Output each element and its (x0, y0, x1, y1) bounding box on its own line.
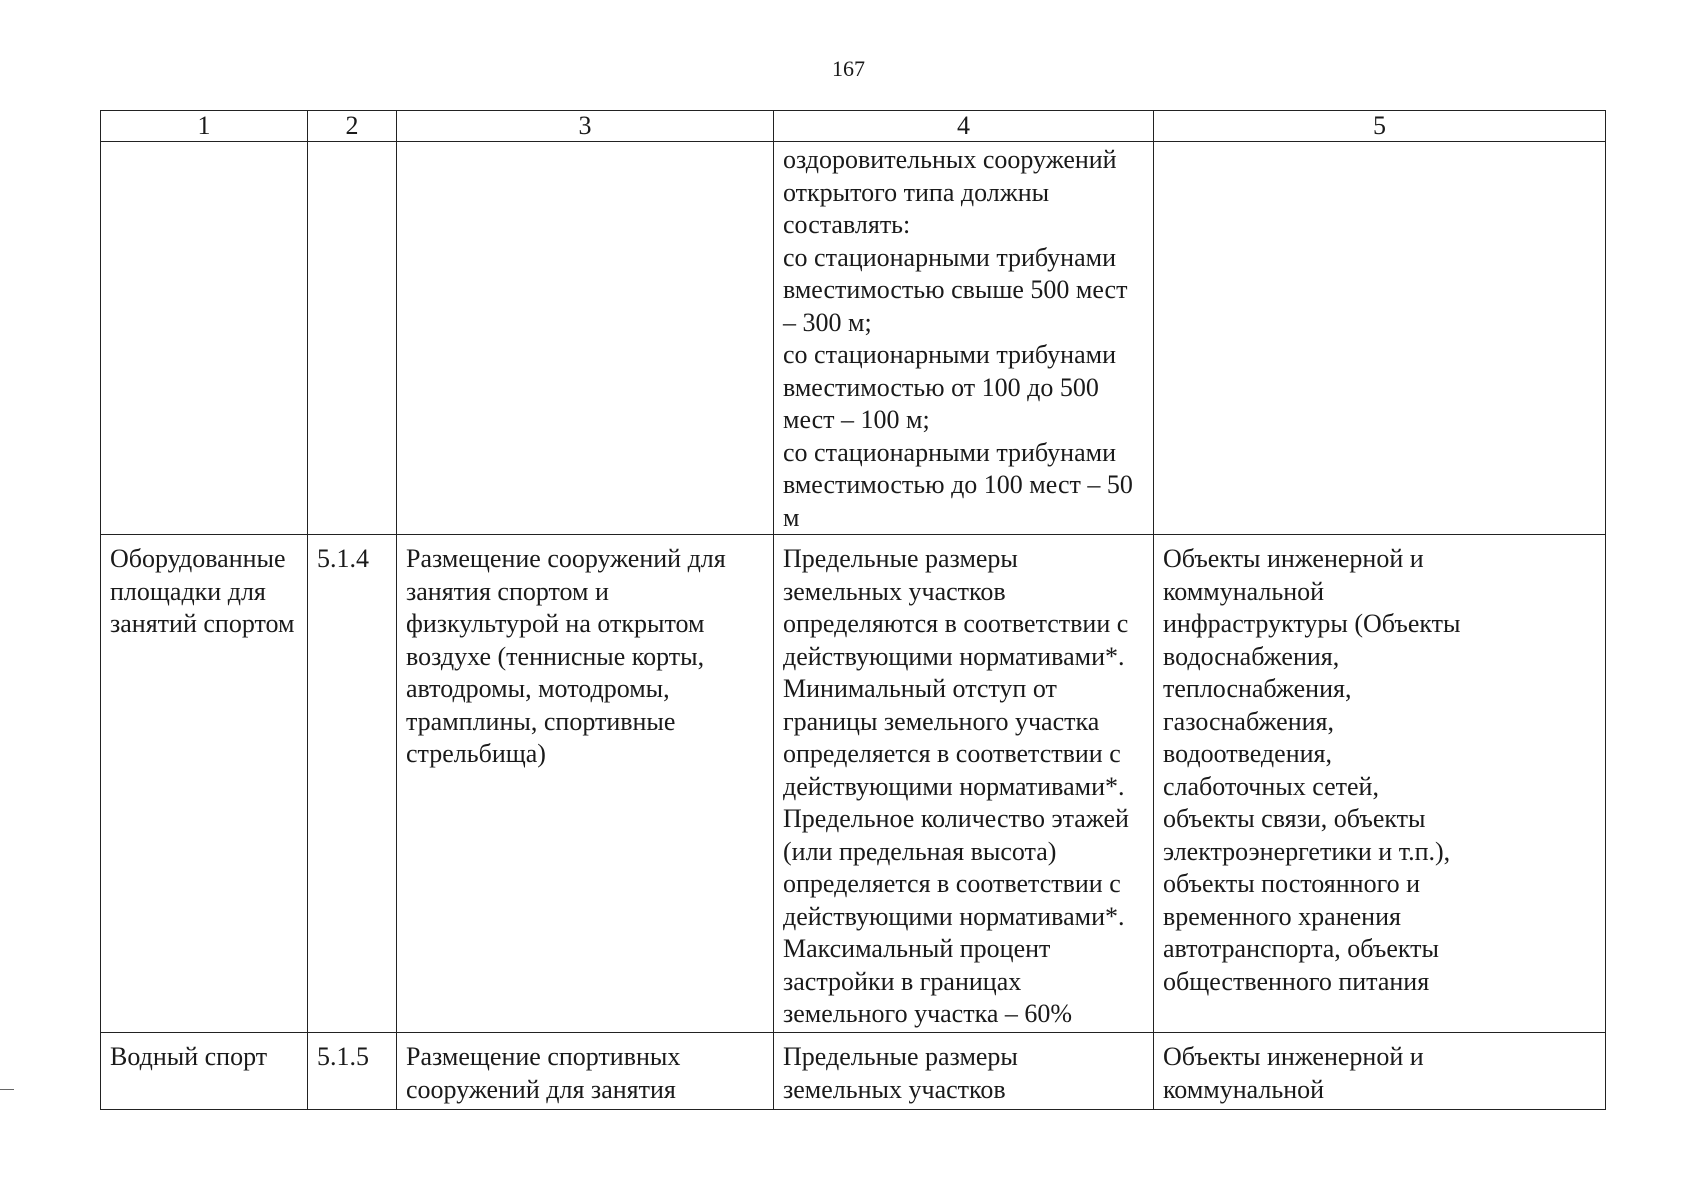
cell-text-line: действующими нормативами*. (783, 641, 1125, 671)
table-cell (774, 535, 1154, 1033)
cell-text-line: Размещение спортивных (406, 1042, 681, 1071)
header-col-4: 4 (774, 111, 1154, 142)
cell-text-line: Объекты инженерной и (1163, 544, 1424, 573)
cell-text-line: открытого типа должны (783, 177, 1050, 207)
cell-text-line: действующими нормативами*. (783, 901, 1125, 931)
cell-text-line: электроэнергетики и т.п.), (1163, 836, 1451, 866)
table-cell (1154, 535, 1606, 1033)
cell-text-line: м (783, 502, 800, 532)
cell-text-line: автодромы, мотодромы, (406, 674, 670, 703)
cell-text-line: определяется в соответствии с (783, 869, 1121, 898)
cell-text-line: 5.1.5 (317, 1042, 369, 1071)
cell-text-line: Объекты инженерной и (1163, 1042, 1424, 1071)
cell-text-line: коммунальной (1163, 576, 1325, 606)
cell-text-line: со стационарными трибунами (783, 437, 1116, 467)
cell-text-line: водоснабжения, (1163, 641, 1340, 671)
table-row (101, 142, 1606, 535)
table-cell (101, 142, 308, 535)
cell-text-line: вместимостью до 100 мест – 50 (783, 470, 1133, 499)
table-cell (308, 1033, 397, 1110)
cell-text-line: объекты постоянного и (1163, 869, 1421, 898)
cell-text-line: инфраструктуры (Объекты (1163, 609, 1461, 638)
header-col-2: 2 (308, 111, 397, 142)
cell-text-line: определяются в соответствии с (783, 609, 1129, 638)
cell-text-line: временного хранения (1163, 901, 1401, 931)
cell-text-line: застройки в границах (783, 966, 1022, 996)
scan-margin-mark (0, 1089, 14, 1090)
header-col-5: 5 (1154, 111, 1606, 142)
table-cell (101, 1033, 308, 1110)
cell-text-line: площадки для (110, 576, 266, 606)
cell-text-line: Предельные размеры (783, 1042, 1018, 1071)
page-number: 167 (832, 56, 865, 81)
cell-text-line: составлять: (783, 210, 911, 239)
cell-text-line: водоотведения, (1163, 739, 1332, 768)
cell-text-line: Предельное количество этажей (783, 804, 1129, 833)
cell-text-line: общественного питания (1163, 966, 1430, 996)
header-col-3: 3 (397, 111, 774, 142)
cell-text-line: занятий спортом (110, 609, 295, 638)
cell-text-line: со стационарными трибунами (783, 340, 1116, 369)
cell-text-line: определяется в соответствии с (783, 739, 1121, 768)
cell-text-line: трамплины, спортивные (406, 706, 676, 736)
table-cell (1154, 1033, 1606, 1110)
cell-text-line: оздоровительных сооружений (783, 145, 1117, 174)
table-cell (101, 535, 308, 1033)
cell-text-line: земельных участков (783, 576, 1006, 606)
cell-text-line: автотранспорта, объекты (1163, 934, 1439, 963)
table-cell (397, 1033, 774, 1110)
cell-text-line: со стационарными трибунами (783, 242, 1116, 272)
cell-text-line: объекты связи, объекты (1163, 804, 1426, 833)
table-header-row (101, 111, 1606, 142)
cell-text-line: земельных участков (783, 1074, 1006, 1104)
cell-text-line: Минимальный отступ от (783, 674, 1057, 703)
table-cell (774, 1033, 1154, 1110)
cell-text-line: вместимостью от 100 до 500 (783, 372, 1099, 402)
table-row (101, 535, 1606, 1033)
cell-text-line: занятия спортом и (406, 576, 609, 606)
cell-text-line: мест – 100 м; (783, 405, 930, 434)
cell-text-line: 5.1.4 (317, 544, 369, 573)
table-cell (308, 535, 397, 1033)
table-cell (1154, 142, 1606, 535)
table-row (101, 1033, 1606, 1110)
cell-text-line: – 300 м; (783, 307, 872, 337)
cell-text-line: коммунальной (1163, 1074, 1325, 1104)
cell-text-line: границы земельного участка (783, 706, 1100, 736)
cell-text-line: действующими нормативами*. (783, 771, 1125, 801)
cell-text-line: Максимальный процент (783, 934, 1051, 963)
cell-text-line: Водный спорт (110, 1042, 268, 1071)
cell-text-line: стрельбища) (406, 739, 546, 768)
regulations-table (100, 110, 1606, 1110)
cell-text-line: Предельные размеры (783, 544, 1018, 573)
cell-text-line: воздухе (теннисные корты, (406, 641, 705, 671)
header-col-1: 1 (101, 111, 308, 142)
cell-text-line: Размещение сооружений для (406, 544, 726, 573)
cell-text-line: теплоснабжения, (1163, 674, 1352, 703)
cell-text-line: Оборудованные (110, 544, 286, 573)
cell-text-line: газоснабжения, (1163, 706, 1334, 736)
cell-text-line: земельного участка – 60% (783, 999, 1073, 1028)
cell-text-line: слаботочных сетей, (1163, 771, 1379, 801)
table-cell (397, 535, 774, 1033)
table-cell (397, 142, 774, 535)
table-cell (774, 142, 1154, 535)
cell-text-line: (или предельная высота) (783, 836, 1057, 866)
table-cell (308, 142, 397, 535)
cell-text-line: сооружений для занятия (406, 1074, 676, 1104)
cell-text-line: вместимостью свыше 500 мест (783, 275, 1128, 304)
cell-text-line: физкультурой на открытом (406, 609, 705, 638)
